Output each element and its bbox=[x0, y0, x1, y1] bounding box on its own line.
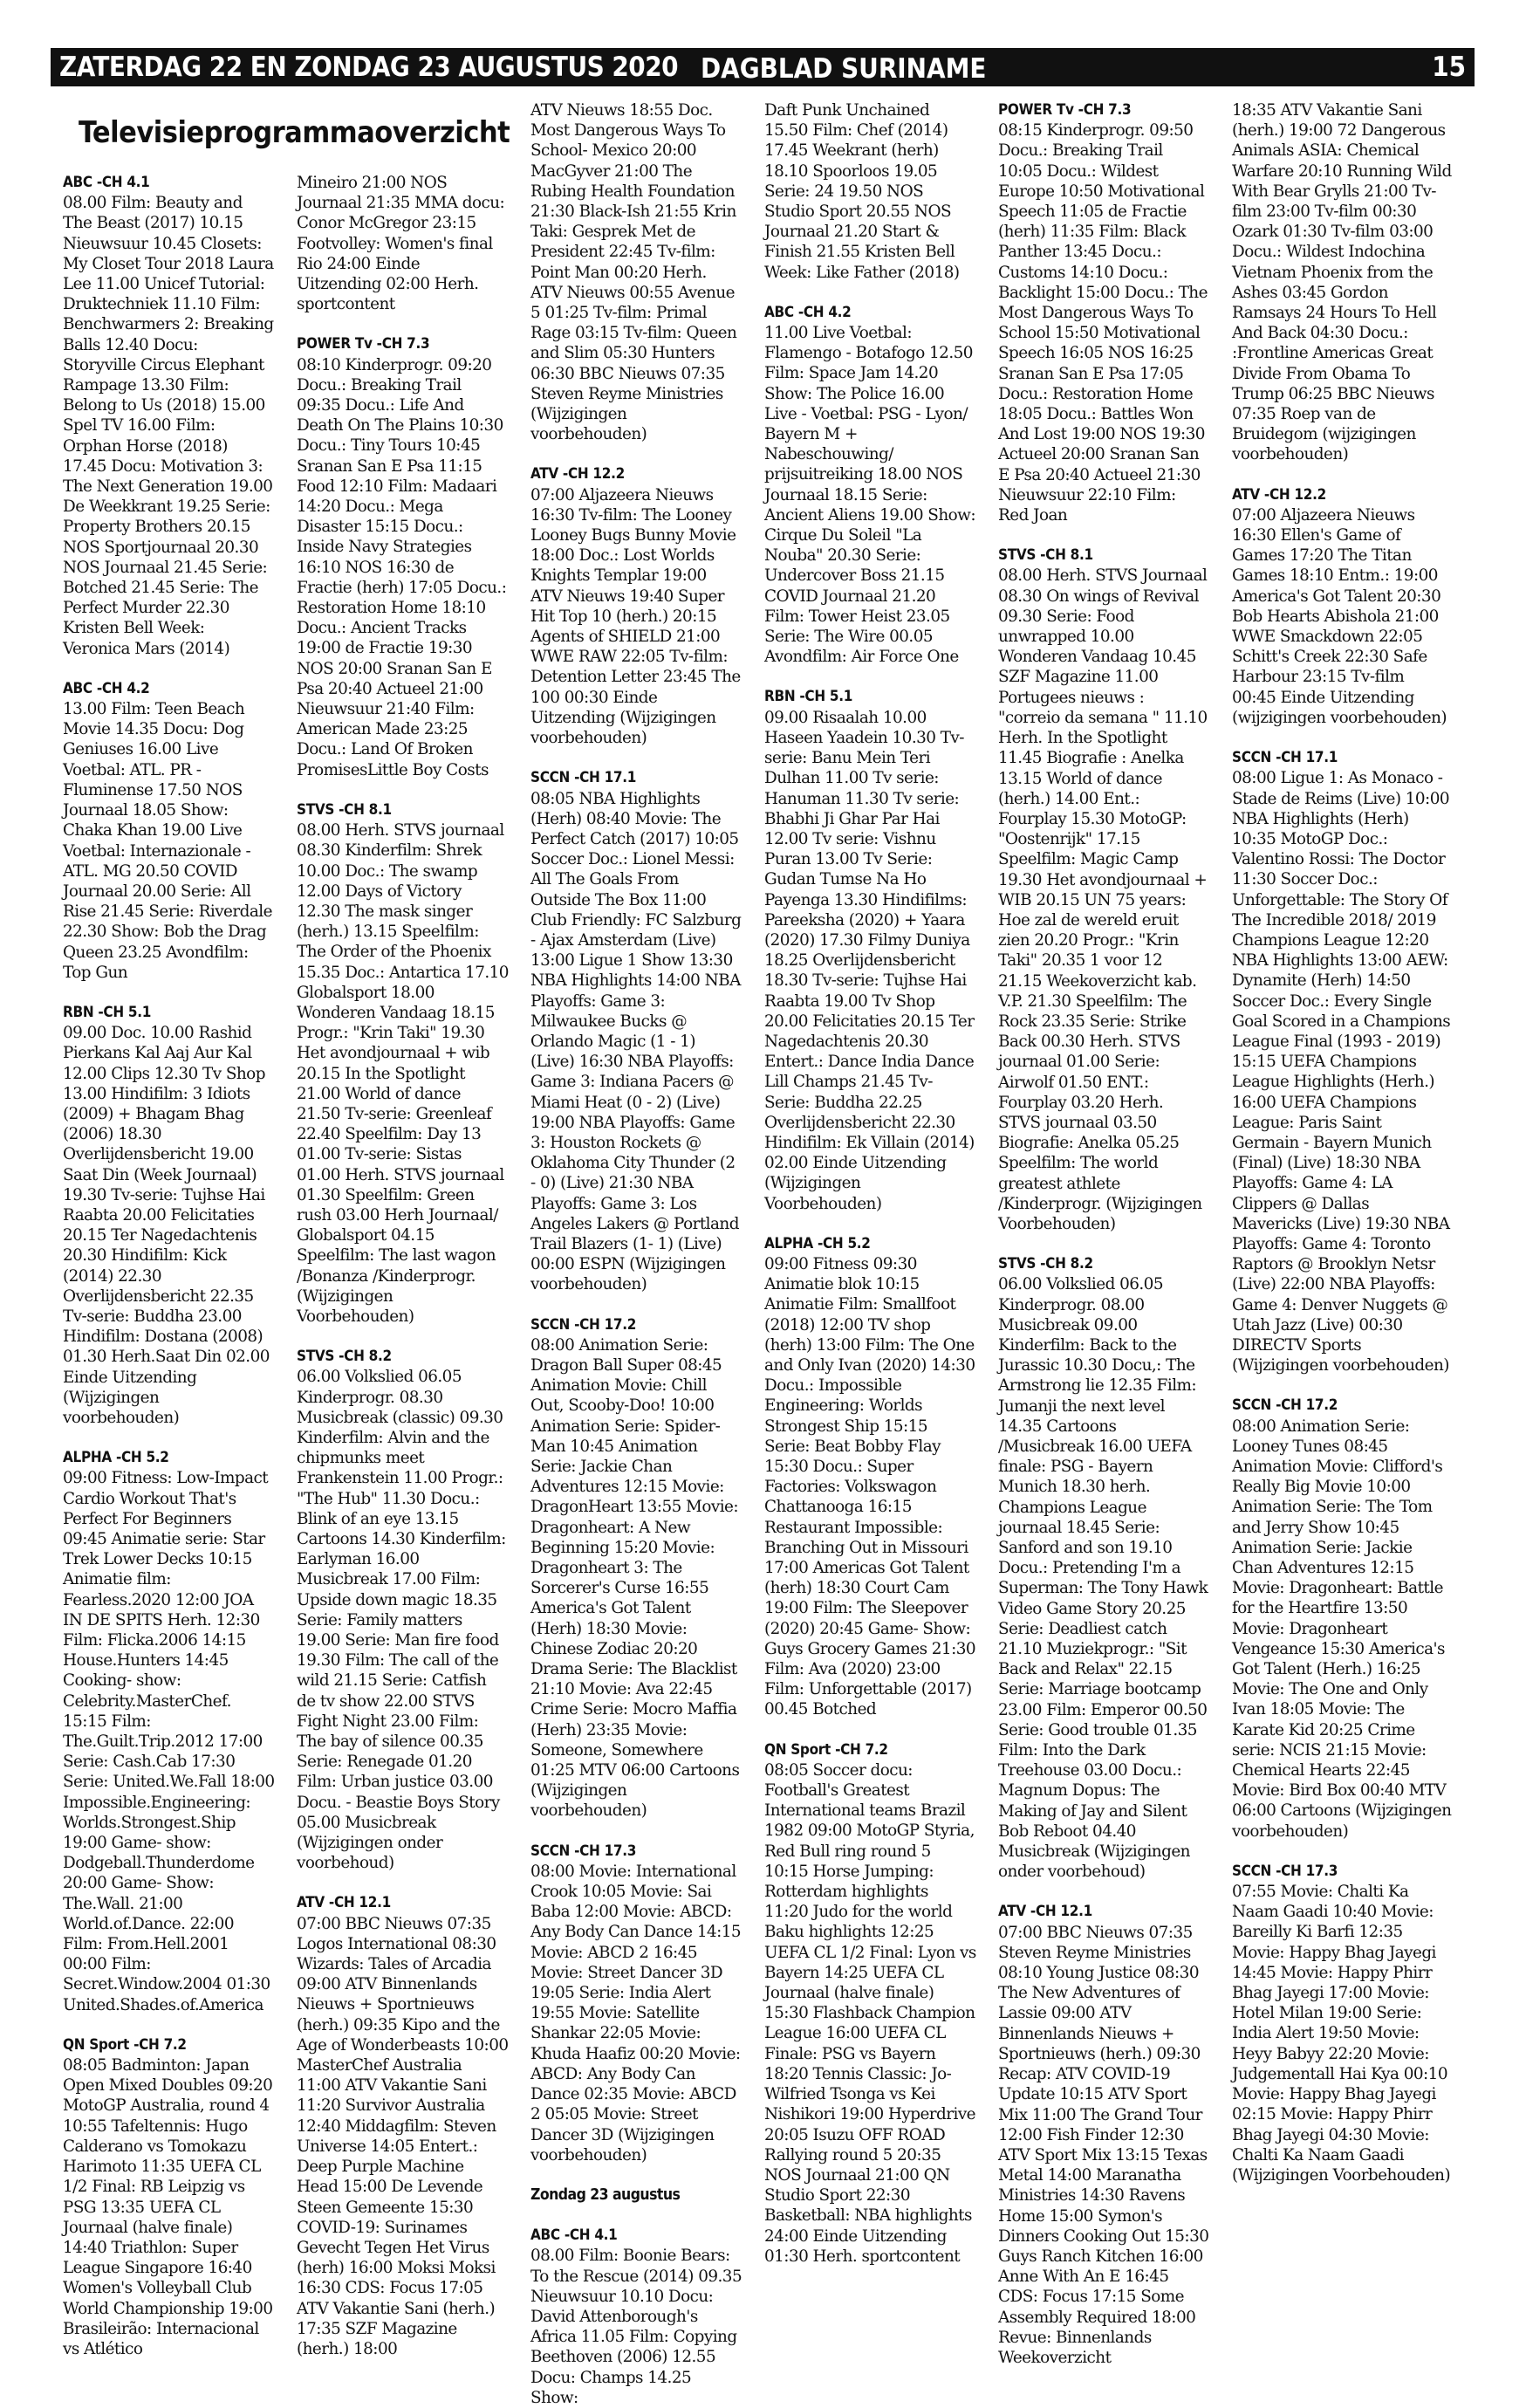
channel-name: ATV -CH 12.2 bbox=[530, 465, 625, 484]
program-schedule: 09:00 Fitness 09:30 Animatie blok 10:15 Animatie Film: Smallfoot (2018) 12:00 TV shop (herh) 13:00 Film: The One and Only Ivan (2020) 14:30 Docu.: Impossible Engineering: Worlds Strongest Ship 15:15 Serie: Beat Bobby Flay 15:30 Docu.: Super Factories: Volkswagon Chattanooga 16:15 Restaurant Impossible: Branching Out in Missouri 17:00 Americas Got Talent (herh) 18:30 Court Cam 19:00 Film: The Sleepover (2020) 20:45 Game- Show: Guys Grocery Games 21:30 Film: Ava (2020) 23:00 Film: Unforgettable (2017) 00.45 Botched bbox=[764, 1254, 976, 1719]
channel-name: SCCN -CH 17.2 bbox=[530, 1315, 637, 1334]
program-schedule: Daft Punk Unchained 15.50 Film: Chef (2014) 17.45 Weekrant (herh) 18.10 Spoorloos 19.05 Serie: 24 19.50 NOS Studio Sport 20.55 NOS Journaal 21.20 Start & Finish 21.55 Kristen Bell Week: Like Father (2018) bbox=[764, 101, 960, 282]
listing-column-3 bbox=[530, 100, 742, 2407]
channel-name: ATV -CH 12.2 bbox=[1232, 485, 1326, 504]
channel-name: SCCN -CH 17.1 bbox=[1232, 749, 1338, 767]
program-schedule: 09:00 Fitness: Low-Impact Cardio Workout That's Perfect For Beginners 09:45 Animatie serie: Star Trek Lower Decks 10:15 Animatie film: Fearless.2020 12:00 JOA IN DE SPITS Herh. 12:30 Film: Flicka.2006 14:15 House.Hunters 14:45 Cooking- show: Celebrity.MasterChef. 15:15 Film: The.Guilt.Trip.2012 17:00 Serie: Cash.Cab 17:30 Serie: United.We.Fall 18:00 Impossible.Engineering: Worlds.Strongest.Ship 19:00 Game- show: Dodgeball.Thunderdome 20:00 Game- Show: The.Wall. 21:00 World.of.Dance. 22:00 Film: From.Hell.2001 00:00 Film: Secret.Window.2004 01:30 United.Shades.of.America bbox=[63, 1469, 275, 2014]
channel-listing bbox=[530, 464, 742, 748]
program-schedule: 07:00 BBC Nieuws 07:35 Logos International 08:30 Wizards: Tales of Arcadia 09:00 ATV Binnenlands Nieuws + Sportnieuws (herh.) 09:35 Kipo and the Age of Wonderbeasts 10:00 MasterChef Australia 11:00 ATV Vakantie Sani 11:20 Survivor Australia 12:40 Middagfilm: Steven Universe 14:05 Entert.: Deep Purple Machine Head 15:00 De Levende Steen Gemeente 15:30 COVID-19: Surinames Gevecht Tegen Het Virus (herh) 16:00 Moksi Moksi 16:30 CDS: Focus 17:05 ATV Vakantie Sani (herh.) 17:35 SZF Magazine (herh.) 18:00 bbox=[297, 1914, 509, 2358]
page-header-bar bbox=[51, 48, 1475, 86]
listing-column-1 bbox=[63, 173, 275, 2358]
channel-name: SCCN -CH 17.1 bbox=[530, 769, 637, 787]
channel-listing bbox=[764, 687, 976, 1213]
channel-name: ATV -CH 12.1 bbox=[297, 1894, 391, 1912]
channel-listing bbox=[297, 1347, 509, 1873]
channel-listing bbox=[998, 1254, 1210, 1882]
channel-name: ATV -CH 12.1 bbox=[998, 1903, 1092, 1921]
section-title: Televisieprogrammaoverzicht bbox=[79, 115, 510, 150]
program-schedule: 07:00 Aljazeera Nieuws 16:30 Tv-film: The Looney Looney Bugs Bunny Movie 18:00 Doc.: Lost Worlds Knights Templar 19:00 ATV Nieuws 19:40 Super Hit Top 10 (herh.) 20:15 Agents of SHIELD 21:00 WWE RAW 22:05 Tv-film: Detention Letter 23:45 The 100 00:30 Einde Uitzending (Wijzigingen voorbehouden) bbox=[530, 485, 741, 748]
program-schedule: 11.00 Live Voetbal: Flamengo - Botafogo 12.50 Film: Space Jam 14.20 Show: The Police 16.00 Live - Voetbal: PSG - Lyon/ Bayern M + Nabeschouwing/ prijsuitreiking 18.00 NOS Journaal 18.15 Serie: Ancient Aliens 19.00 Show: Cirque Du Soleil "La Nouba" 20.30 Serie: Undercover Boss 21.15 COVID Journaal 21.20 Film: Tower Heist 23.05 Serie: The Wire 00.05 Avondfilm: Air Force One bbox=[764, 324, 975, 667]
program-schedule: 09.00 Doc. 10.00 Rashid Pierkans Kal Aaj Aur Kal 12.00 Clips 12.30 Tv Shop 13.00 Hindifilm: 3 Idiots (2009) + Bhagam Bhag (2006) 18.30 Overlijdensbericht 19.00 Saat Din (Week Journaal) 19.30 Tv-serie: Tujhse Hai Raabta 20.00 Felicitaties 20.15 Ter Nagedachtenis 20.30 Hindifilm: Kick (2014) 22.30 Overlijdensbericht 22.35 Tv-serie: Buddha 23.00 Hindifilm: Dostana (2008) 01.30 Herh.Saat Din 02.00 Einde Uitzending (Wijzigingen voorbehouden) bbox=[63, 1024, 270, 1427]
program-schedule: 08:00 Movie: International Crook 10:05 Movie: Sai Baba 12:00 Movie: ABCD: Any Body Can Dance 14:15 Movie: ABCD 2 16:45 Movie: Street Dancer 3D 19:05 Serie: India Alert 19:55 Movie: Satellite Shankar 22:05 Movie: Khuda Haafiz 00:20 Movie: ABCD: Any Body Can Dance 02:35 Movie: ABCD 2 05:05 Movie: Street Dancer 3D (Wijzigingen voorbehouden) bbox=[530, 1862, 742, 2164]
program-schedule: 08.00 Film: Boonie Bears: To the Rescue (2014) 09.35 Nieuwsuur 10.10 Docu: David Attenborough's Africa 11.05 Film: Copying Beethoven (2006) 12.55 Docu: Champs 14.25 Show: bbox=[530, 2247, 742, 2407]
program-schedule: 08.00 Film: Beauty and The Beast (2017) 10.15 Nieuwsuur 10.45 Closets: My Closet Tour 2018 Laura Lee 11.00 Unicef Tutorial: Druktechniek 11.10 Film: Benchwarmers 2: Breaking Balls 12.40 Docu: Storyville Circus Elephant Rampage 13.30 Film: Belong to Us (2018) 15.00 Spel TV 16.00 Film: Orphan Horse (2018) 17.45 Docu: Motivation 3: The Next Generation 19.00 De Weekkrant 19.25 Serie: Property Brothers 20.15 NOS Sportjournaal 20.30 NOS Journaal 21.45 Serie: Botched 21.45 Serie: The Perfect Murder 22.30 Kristen Bell Week: Veronica Mars (2014) bbox=[63, 194, 274, 658]
channel-name: ABC -CH 4.2 bbox=[63, 679, 150, 697]
program-schedule: 08:00 Animation Serie: Dragon Ball Super 08:45 Animation Movie: Chill Out, Scooby-Doo! 10:00 Animation Serie: Spider-Man 10:45 Animation Serie: Jackie Chan Adventures 12:15 Movie: DragonHeart 13:55 Movie: Dragonheart: A New Beginning 15:20 Movie: Dragonheart 3: The Sorcerer's Curse 16:55 America's Got Talent (Herh) 18:30 Movie: Chinese Zodiac 20:20 Drama Serie: The Blacklist 21:10 Movie: Ava 22:45 Crime Serie: Mocro Maffia (Herh) 23:35 Movie: Someone, Somewhere 01:25 MTV 06:00 Cartoons (Wijzigingen voorbehouden) bbox=[530, 1335, 740, 1821]
program-schedule: 08:00 Animation Serie: Looney Tunes 08:45 Animation Movie: Clifford's Really Big Movie 10:00 Animation Serie: The Tom and Jerry Show 10:45 Animation Serie: Jackie Chan Adventures 12:15 Movie: Dragonheart: Battle for the Heartfire 13:50 Movie: Dragonheart Vengeance 15:30 America's Got Talent (Herh.) 16:25 Movie: The One and Only Ivan 18:05 Movie: The Karate Kid 20:25 Crime serie: NCIS 21:15 Movie: Chemical Hearts 22:45 Movie: Bird Box 00:40 MTV 06:00 Cartoons (Wijzigingen voorbehouden) bbox=[1232, 1417, 1452, 1841]
channel-listing bbox=[764, 303, 976, 668]
program-schedule: 18:35 ATV Vakantie Sani (herh.) 19:00 72 Dangerous Animals ASIA: Chemical Warfare 20:10 Running Wild With Bear Grylls 21:00 Tv- film 23:00 Tv-film 00:30 Ozark 01:30 Tv-film 03:00 Docu.: Wildest Indochina Vietnam Phoenix from the Ashes 03:45 Gordon Ramsays 24 Hours To Hell And Back 04:30 Docu.: :Frontline Americas Great Divide From Obama To Trump 06:25 BBC Nieuws 07:35 Roep van de Bruidegom (wijzigingen voorbehouden) bbox=[1232, 101, 1452, 464]
channel-name: QN Sport -CH 7.2 bbox=[764, 1740, 888, 1759]
listing-column-2 bbox=[297, 173, 509, 2358]
channel-listing bbox=[1232, 748, 1452, 1376]
program-schedule: 08:00 Ligue 1: As Monaco - Stade de Reims (Live) 10:00 NBA Highlights (Herh) 10:35 MotoGP Doc.: Valentino Rossi: The Doctor 11:30 Soccer Doc.: Unforgettable: The Story Of The Incredible 2018/ 2019 Champions League 12:20 NBA Highlights 13:00 AEW: Dynamite (Herh) 14:50 Soccer Doc.: Every Single Goal Scored in a Champions League Final (1993 - 2019) 15:15 UEFA Champions League Highlights (Herh.) 16:00 UEFA Champions League: Paris Saint Germain - Bayern Munich (Final) (Live) 18:30 NBA Playoffs: Game 4: LA Clippers @ Dallas Mavericks (Live) 19:30 NBA Playoffs: Game 4: Toronto Raptors @ Brooklyn Netsr (Live) 22:00 NBA Playoffs: Game 4: Denver Nuggets @ Utah Jazz (Live) 00:30 DIRECTV Sports (Wijzigingen voorbehouden) bbox=[1232, 769, 1451, 1376]
channel-name: ALPHA -CH 5.2 bbox=[764, 1234, 871, 1252]
program-schedule: 08.00 Herh. STVS journaal 08.30 Kinderfilm: Shrek 10.00 Doc.: The swamp 12.00 Days of Victory 12.30 The mask singer (herh.) 13.15 Speelfilm: The Order of the Phoenix 15.35 Doc.: Antartica 17.10 Globalsport 18.00 Wonderen Vandaag 18.15 Progr.: "Krin Taki" 19.30 Het avondjournaal + wib 20.15 In the Spotlight 21.00 World of dance 21.50 Tv-serie: Greenleaf 22.40 Speelfilm: Day 13 01.00 Tv-serie: Sistas 01.00 Herh. STVS journaal 01.30 Speelfilm: Green rush 03.00 Herh Journaal/ Globalsport 04.15 Speelfilm: The last wagon /Bonanza /Kinderprogr. (Wijzigingen Voorbehouden) bbox=[297, 821, 509, 1326]
program-schedule: 09.00 Risaalah 10.00 Haseen Yaadein 10.30 Tv- serie: Banu Mein Teri Dulhan 11.00 Tv serie: Hanuman 11.30 Tv serie: Bhabhi Ji Ghar Par Hai 12.00 Tv serie: Vishnu Puran 13.00 Tv Serie: Gudan Tumse Na Ho Payenga 13.30 Hindifilms: Pareeksha (2020) + Yaara (2020) 17.30 Filmy Duniya 18.25 Overlijdensbericht 18.30 Tv-serie: Tujhse Hai Raabta 19.00 Tv Shop 20.00 Felicitaties 20.15 Ter Nagedachtenis 20.30 Entert.: Dance India Dance Lill Champs 21.45 Tv-Serie: Buddha 22.25 Overlijdensbericht 22.30 Hindifilm: Ek Villain (2014) 02.00 Einde Uitzending (Wijzigingen Voorbehouden) bbox=[764, 708, 975, 1213]
day-heading: Zondag 23 augustus bbox=[530, 2185, 681, 2204]
program-schedule: Mineiro 21:00 NOS Journaal 21:35 MMA docu: Conor McGregor 23:15 Footvolley: Women's final Rio 24:00 Einde Uitzending 02:00 Herh. sportcontent bbox=[297, 174, 505, 314]
channel-listing bbox=[1232, 1862, 1452, 2185]
program-schedule: ATV Nieuws 18:55 Doc. Most Dangerous Ways To School- Mexico 20:00 MacGyver 21:00 The Rubing Health Foundation 21:30 Black-Ish 21:55 Krin Taki: Gesprek Met de President 22:45 Tv-film: Point Man 00:20 Herh. ATV Nieuws 00:55 Avenue 5 01:25 Tv-film: Primal Rage 03:15 Tv-film: Queen and Slim 05:30 Hunters 06:30 BBC Nieuws 07:35 Steven Reyme Ministries (Wijzigingen voorbehouden) bbox=[530, 101, 737, 444]
channel-listing bbox=[530, 1315, 742, 1821]
channel-listing bbox=[530, 100, 742, 444]
channel-listing bbox=[998, 100, 1210, 525]
program-schedule: 07:00 Aljazeera Nieuws 16:30 Ellen's Game of Games 17:20 The Titan Games 18:10 Entm.: 19:00 America's Got Talent 20:30 Bob Hearts Abishola 21:00 WWE Smackdown 22:05 Schitt's Creek 22:30 Safe Harbour 23:15 Tv-film 00:45 Einde Uitzending (wijzigingen voorbehouden) bbox=[1232, 505, 1447, 727]
channel-listing bbox=[530, 2226, 742, 2408]
channel-listing bbox=[63, 1003, 275, 1428]
channel-name: STVS -CH 8.1 bbox=[998, 546, 1093, 565]
channel-listing bbox=[297, 1893, 509, 2359]
channel-name: STVS -CH 8.2 bbox=[297, 1348, 392, 1366]
channel-name: SCCN -CH 17.2 bbox=[1232, 1396, 1338, 1415]
channel-listing bbox=[1232, 1396, 1452, 1841]
channel-name: ABC -CH 4.1 bbox=[63, 174, 150, 191]
listing-column-4 bbox=[764, 100, 976, 2266]
program-schedule: 08:05 Badminton: Japan Open Mixed Doubles 09:20 MotoGP Australia, round 4 10:55 Tafeltennis: Hugo Calderano vs Tomokazu Harimoto 11:35 UEFA CL 1/2 Final: RB Leipzig vs PSG 13:35 UEFA CL Journaal (halve finale) 14:40 Triathlon: Super League Singapore 16:40 Women's Volleyball Club World Championship 19:00 Brasileirão: Internacional vs Atlético bbox=[63, 2056, 273, 2358]
channel-listing bbox=[998, 545, 1210, 1234]
channel-name: SCCN -CH 17.3 bbox=[1232, 1862, 1338, 1880]
channel-name: SCCN -CH 17.3 bbox=[530, 1842, 637, 1860]
channel-listing bbox=[63, 679, 275, 983]
channel-listing bbox=[63, 2035, 275, 2359]
channel-name: RBN -CH 5.1 bbox=[764, 688, 853, 706]
program-schedule: 08:15 Kinderprogr. 09:50 Docu.: Breaking Trail 10:05 Docu.: Wildest Europe 10:50 Motivational Speech 11:05 de Fractie (herh) 11:35 Film: Black Panther 13:45 Docu.: Customs 14:10 Docu.: Backlight 15:00 Docu.: The Most Dangerous Ways To School 15:50 Motivational Speech 16:05 NOS 16:25 Sranan San E Psa 17:05 Docu.: Restoration Home 18:05 Docu.: Battles Won And Lost 19:00 NOS 19:30 Actueel 20:00 Sranan San E Psa 20:40 Actueel 21:30 Nieuwsuur 22:10 Film: Red Joan bbox=[998, 121, 1208, 525]
listing-column-5 bbox=[998, 100, 1210, 2367]
program-schedule: 07:00 BBC Nieuws 07:35 Steven Reyme Ministries 08:10 Young Justice 08:30 The New Adventures of Lassie 09:00 ATV Binnenlands Nieuws + Sportnieuws (herh.) 09:30 Recap: ATV COVID-19 Update 10:15 ATV Sport Mix 11:00 The Grand Tour 12:00 Fish Finder 12:30 ATV Sport Mix 13:15 Texas Metal 14:00 Maranatha Ministries 14:30 Ravens Home 15:00 Symon's Dinners Cooking Out 15:30 Guys Ranch Kitchen 16:00 Anne With An E 16:45 CDS: Focus 17:15 Some Assembly Required 18:00 Revue: Binnenlands Weekoverzicht bbox=[998, 1923, 1209, 2367]
channel-listing bbox=[530, 1842, 742, 2165]
program-schedule: 08.00 Herh. STVS Journaal 08.30 On wings of Revival 09.30 Serie: Food unwrapped 10.00 Wonderen Vandaag 10.45 SZF Magazine 11.00 Portugees nieuws : "correio da semana " 11.10 Herh. In the Spotlight 11.45 Biografie : Anelka 13.15 World of dance (herh.) 14.00 Ent.: Fourplay 15.30 MotoGP: "Oostenrijk" 17.15 Speelfilm: Magic Camp 19.30 Het avondjournaal + WIB 20.15 UN 75 years: Hoe zal de wereld eruit zien 20.20 Progr.: "Krin Taki" 20.35 1 voor 12 21.15 Weekoverzicht kab. V.P. 21.30 Speelfilm: The Rock 23.35 Serie: Strike Back 00.30 Herh. STVS journaal 01.00 Serie: Airwolf 01.50 ENT.: Fourplay 03.20 Herh. STVS journaal 03.50 Biografie: Anelka 05.25 Speelfilm: The world greatest athlete /Kinderprogr. (Wijzigingen Voorbehouden) bbox=[998, 566, 1208, 1233]
channel-name: ABC -CH 4.1 bbox=[530, 2226, 618, 2245]
channel-name: ALPHA -CH 5.2 bbox=[63, 1449, 169, 1467]
channel-name: RBN -CH 5.1 bbox=[63, 1003, 152, 1021]
channel-name: ABC -CH 4.2 bbox=[764, 303, 852, 321]
channel-listing bbox=[998, 1902, 1210, 2368]
channel-listing bbox=[63, 1448, 275, 2015]
channel-listing bbox=[297, 173, 509, 314]
program-schedule: 06.00 Volkslied 06.05 Kinderprogr. 08.00 Musicbreak 09.00 Kinderfilm: Back to the Jurassic 10.30 Docu,: The Armstrong lie 12.35 Film: Jumanji the next level 14.35 Cartoons /Musicbreak 16.00 UEFA finale: PSG - Bayern Munich 18.30 herh. Champions League journaal 18.45 Serie: Sanford and son 19.10 Docu.: Pretending I'm a Superman: The Tony Hawk Video Game Story 20.25 Serie: Deadliest catch 21.10 Muziekprogr.: "Sit Back and Relax" 22.15 Serie: Marriage bootcamp 23.00 Film: Emperor 00.50 Serie: Good trouble 01.35 Film: Into the Dark Treehouse 03.00 Docu.: Magnum Dopus: The Making of Jay and Silent Bob Reboot 04.40 Musicbreak (Wijzigingen onder voorbehoud) bbox=[998, 1275, 1208, 1882]
channel-listing bbox=[530, 768, 742, 1294]
program-schedule: 13.00 Film: Teen Beach Movie 14.35 Docu: Dog Geniuses 16.00 Live Voetbal: ATL. PR - Fluminense 17.50 NOS Journaal 18.05 Show: Chaka Khan 19.00 Live Voetbal: Internazionale - ATL. MG 20.50 COVID Journaal 20.00 Serie: All Rise 21.45 Serie: Riverdale 22.30 Show: Bob the Drag Queen 23.25 Avondfilm: Top Gun bbox=[63, 700, 272, 982]
program-schedule: 07:55 Movie: Chalti Ka Naam Gaadi 10:40 Movie: Bareilly Ki Barfi 12:35 Movie: Happy Bhag Jayegi 14:45 Movie: Happy Phirr Bhag Jayegi 17:00 Movie: Hotel Milan 19:00 Serie: India Alert 19:50 Movie: Heyy Babyy 22:20 Movie: Judgementall Hai Kya 00:10 Movie: Happy Bhag Jayegi 02:15 Movie: Happy Phirr Bhag Jayegi 04:30 Movie: Chalti Ka Naam Gaadi (Wijzigingen Voorbehouden) bbox=[1232, 1883, 1451, 2185]
channel-listing bbox=[1232, 100, 1452, 465]
channel-listing bbox=[297, 800, 509, 1327]
channel-name: POWER Tv -CH 7.3 bbox=[297, 335, 430, 353]
page-number: 15 bbox=[1432, 51, 1466, 83]
channel-name: STVS -CH 8.2 bbox=[998, 1255, 1093, 1273]
channel-listing bbox=[297, 334, 509, 779]
channel-listing bbox=[1232, 485, 1452, 728]
header-date: ZATERDAG 22 EN ZONDAG 23 AUGUSTUS 2020 bbox=[59, 51, 679, 83]
channel-listing bbox=[764, 1234, 976, 1720]
program-schedule: 08:05 NBA Highlights (Herh) 08:40 Movie: The Perfect Catch (2017) 10:05 Soccer Doc.: Lionel Messi: All The Goals From Outside The Box 11:00 Club Friendly: FC Salzburg - Ajax Amsterdam (Live) 13:00 Ligue 1 Show 13:30 NBA Highlights 14:00 NBA Playoffs: Game 3: Milwaukee Bucks @ Orlando Magic (1 - 1) (Live) 16:30 NBA Playoffs: Game 3: Indiana Pacers @ Miami Heat (0 - 2) (Live) 19:00 NBA Playoffs: Game 3: Houston Rockets @ Oklahoma City Thunder (2 - 0) (Live) 21:30 NBA Playoffs: Game 3: Los Angeles Lakers @ Portland Trail Blazers (1- 1) (Live) 00:00 ESPN (Wijzigingen voorbehouden) bbox=[530, 789, 742, 1294]
channel-listing bbox=[63, 173, 275, 659]
channel-name: STVS -CH 8.1 bbox=[297, 800, 392, 819]
channel-name: POWER Tv -CH 7.3 bbox=[998, 101, 1132, 119]
channel-listing bbox=[764, 1740, 976, 2267]
program-schedule: 06.00 Volkslied 06.05 Kinderprogr. 08.30 Musicbreak (classic) 09.30 Kinderfilm: Alvin and the chipmunks meet Frankenstein 11.00 Progr.: "The Hub" 11.30 Docu.: Blink of an eye 13.15 Cartoons 14.30 Kinderfilm: Earlyman 16.00 Musicbreak 17.00 Film: Upside down magic 18.35 Serie: Family matters 19.00 Serie: Man fire food 19.30 Film: The call of the wild 21.15 Serie: Catfish de tv show 22.00 STVS Fight Night 23.00 Film: The bay of silence 00.35 Serie: Renegade 01.20 Film: Urban justice 03.00 Docu. - Beastie Boys Story 05.00 Musicbreak (Wijzigingen onder voorbehoud) bbox=[297, 1368, 506, 1873]
channel-name: QN Sport -CH 7.2 bbox=[63, 2035, 187, 2054]
listing-column-6 bbox=[1232, 100, 1452, 2212]
channel-listing bbox=[764, 100, 976, 283]
newspaper-name: DAGBLAD SURINAME bbox=[701, 53, 987, 85]
program-schedule: 08:10 Kinderprogr. 09:20 Docu.: Breaking Trail 09:35 Docu.: Life And Death On The Plains 10:30 Docu.: Tiny Tours 10:45 Sranan San E Psa 11:15 Food 12:10 Film: Madaari 14:20 Docu.: Mega Disaster 15:15 Docu.: Inside Navy Strategies 16:10 NOS 16:30 de Fractie (herh) 17:05 Docu.: Restoration Home 18:10 Docu.: Ancient Tracks 19:00 de Fractie 19:30 NOS 20:00 Sranan San E Psa 20:40 Actueel 21:00 Nieuwsuur 21:40 Film: American Made 23:25 Docu.: Land Of Broken PromisesLittle Boy Costs bbox=[297, 355, 507, 779]
program-schedule: 08:05 Soccer docu: Football's Greatest International teams Brazil 1982 09:00 MotoGP Styria, Red Bull ring round 5 10:15 Horse Jumping: Rotterdam highlights 11:20 Judo for the world Baku highlights 12:25 UEFA CL 1/2 Final: Lyon vs Bayern 14:25 UEFA CL Journaal (halve finale) 15:30 Flashback Champion League 16:00 UEFA CL Finale: PSG vs Bayern 18:20 Tennis Classic: Jo-Wilfried Tsonga vs Kei Nishikori 19:00 Hyperdrive 20:05 Isuzu OFF ROAD Rallying round 5 20:35 NOS Journaal 21:00 QN Studio Sport 22:30 Basketball: NBA highlights 24:00 Einde Uitzending 01:30 Herh. sportcontent bbox=[764, 1760, 976, 2266]
